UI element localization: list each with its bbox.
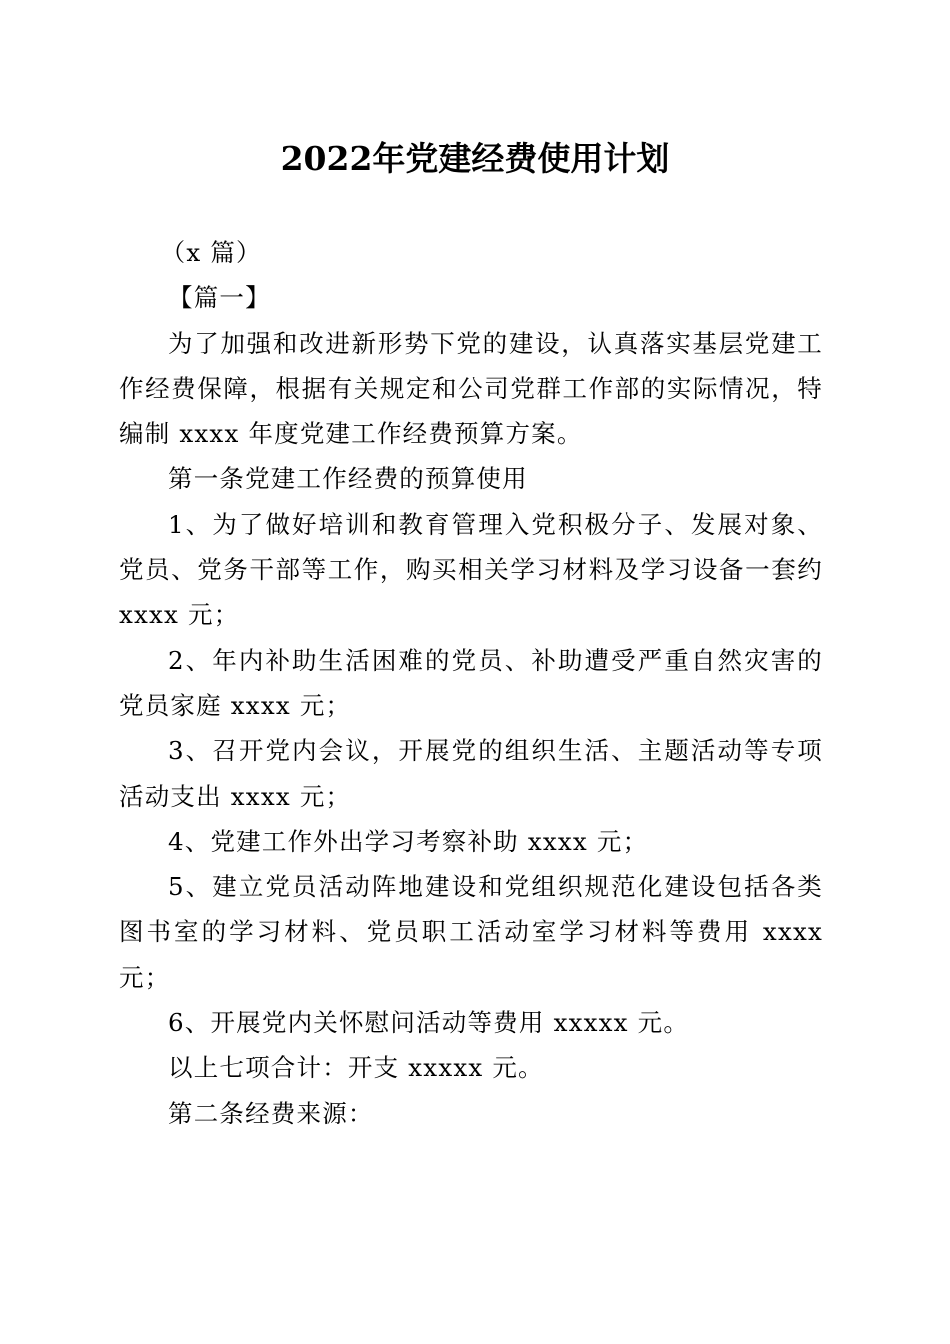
list-item-5: 5、建立党员活动阵地建设和党组织规范化建设包括各类图书室的学习材料、党员职工活动室学习材料等费用 xxxx 元；	[119, 872, 823, 992]
subtitle-count: （x 篇）	[160, 238, 262, 267]
article1-heading: 第一条党建工作经费的预算使用	[168, 464, 528, 494]
list-item-3: 3、召开党内会议，开展党的组织生活、主题活动等专项活动支出 xxxx 元；	[119, 736, 823, 811]
intro-paragraph: 为了加强和改进新形势下党的建设，认真落实基层党建工作经费保障，根据有关规定和公司党群工作部的实际情况，特编制 xxxx 年度党建工作经费预算方案。	[119, 328, 823, 449]
list-item-2: 2、年内补助生活困难的党员、补助遭受严重自然灾害的党员家庭 xxxx 元；	[119, 645, 823, 720]
document-title: 2022年党建经费使用计划	[280, 139, 670, 178]
list-item-4: 4、党建工作外出学习考察补助 xxxx 元；	[168, 826, 649, 856]
list-item-6: 6、开展党内关怀慰问活动等费用 xxxxx 元。	[168, 1008, 690, 1038]
total-paragraph: 以上七项合计：开支 xxxxx 元。	[168, 1053, 544, 1083]
list-item-1: 1、为了做好培训和教育管理入党积极分子、发展对象、党员、党务干部等工作，购买相关学习材料及学习设备一套约 xxxx 元；	[119, 509, 823, 630]
document-body	[119, 230, 823, 1136]
article2-heading: 第二条经费来源：	[168, 1098, 374, 1128]
section-label: 【篇一】	[168, 283, 271, 313]
